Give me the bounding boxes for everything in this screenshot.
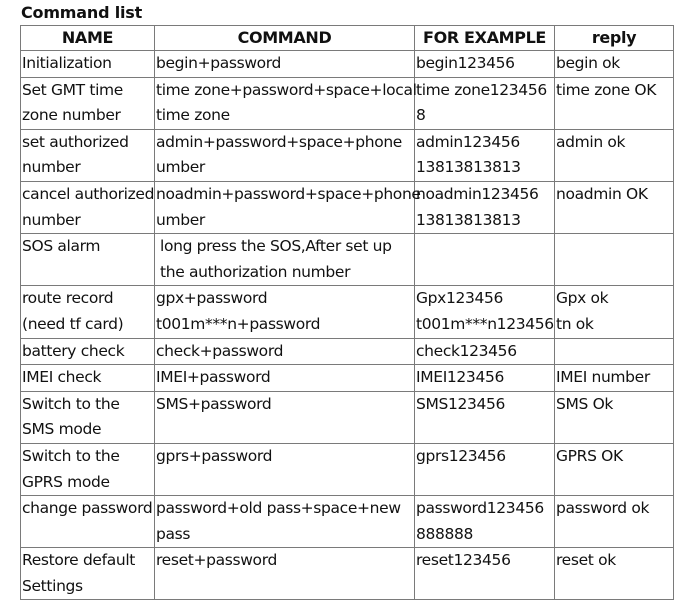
cell-command: gpx+password t001m***n+password [155,286,415,338]
header-example: FOR EXAMPLE [415,26,555,51]
table-row [21,496,674,548]
cell-reply: IMEI number [555,365,674,392]
cell-command: admin+password+space+phone umber [155,129,415,181]
command-table [20,25,674,600]
cell-reply: SMS Ok [555,391,674,443]
cell-reply: begin ok [555,51,674,78]
cell-example: Gpx123456 t001m***n123456 [415,286,555,338]
cell-reply [555,338,674,365]
cell-example: gprs123456 [415,443,555,495]
cell-example: IMEI123456 [415,365,555,392]
cell-example: SMS123456 [415,391,555,443]
cell-command: long press the SOS,After set up the authorization number [155,234,415,286]
cell-example: password123456 888888 [415,496,555,548]
cell-example: begin123456 [415,51,555,78]
cell-example: check123456 [415,338,555,365]
cell-name: Switch to the SMS mode [21,391,155,443]
cell-example: reset123456 [415,548,555,600]
cell-reply: GPRS OK [555,443,674,495]
cell-name: Restore default Settings [21,548,155,600]
cell-reply: noadmin OK [555,181,674,233]
cell-example [415,234,555,286]
table-row [21,365,674,392]
table-row [21,129,674,181]
cell-name: change password [21,496,155,548]
cell-name: Set GMT time zone number [21,77,155,129]
table-row [21,443,674,495]
cell-name: IMEI check [21,365,155,392]
cell-command: password+old pass+space+new pass [155,496,415,548]
table-row [21,181,674,233]
table-header-row [21,26,674,51]
cell-reply: time zone OK [555,77,674,129]
header-name: NAME [21,26,155,51]
cell-command: begin+password [155,51,415,78]
cell-name: set authorized number [21,129,155,181]
cell-reply: password ok [555,496,674,548]
cell-example: time zone123456 8 [415,77,555,129]
cell-command: time zone+password+space+local time zone [155,77,415,129]
cell-command: noadmin+password+space+phone umber [155,181,415,233]
cell-name: Initialization [21,51,155,78]
header-reply: reply [555,26,674,51]
cell-name: cancel authorized number [21,181,155,233]
table-row [21,338,674,365]
table-row [21,234,674,286]
cell-name: Switch to the GPRS mode [21,443,155,495]
header-command: COMMAND [155,26,415,51]
cell-example: noadmin123456 13813813813 [415,181,555,233]
cell-command: reset+password [155,548,415,600]
document-title: Command list [21,3,143,22]
cell-example: admin123456 13813813813 [415,129,555,181]
table-row [21,51,674,78]
cell-reply: admin ok [555,129,674,181]
table-row [21,391,674,443]
table-row [21,548,674,600]
table-row [21,77,674,129]
cell-command: check+password [155,338,415,365]
cell-command: gprs+password [155,443,415,495]
cell-reply: Gpx ok tn ok [555,286,674,338]
table-row [21,286,674,338]
cell-command: SMS+password [155,391,415,443]
cell-reply [555,234,674,286]
cell-name: battery check [21,338,155,365]
cell-name: SOS alarm [21,234,155,286]
cell-reply: reset ok [555,548,674,600]
cell-name: route record (need tf card) [21,286,155,338]
cell-command: IMEI+password [155,365,415,392]
